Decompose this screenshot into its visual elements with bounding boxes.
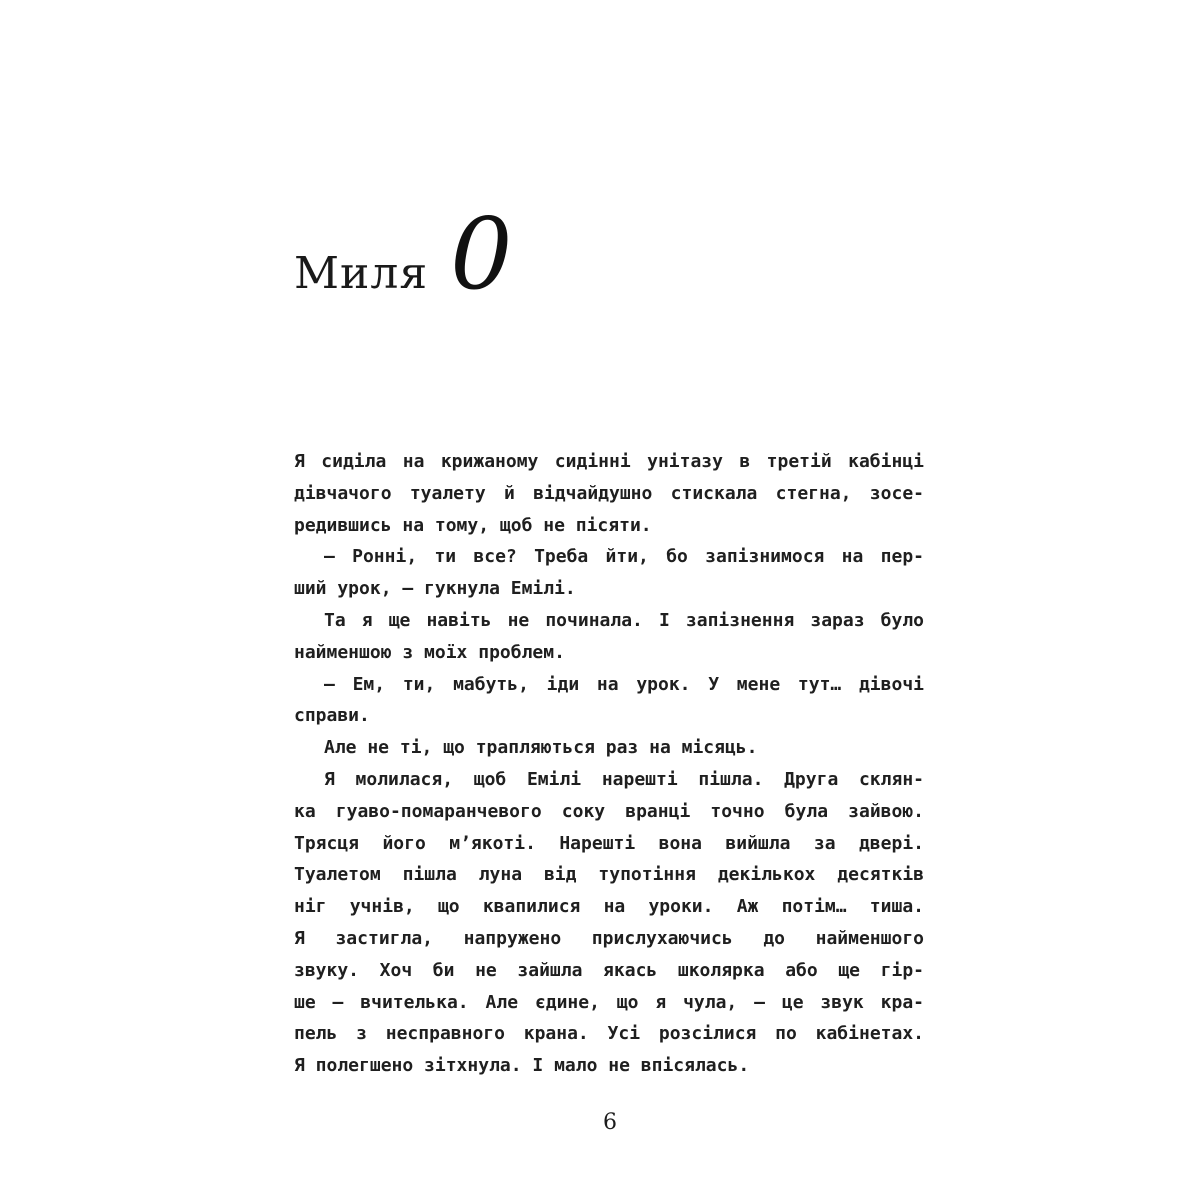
text-line: справи.: [294, 705, 370, 727]
chapter-title: Миля: [294, 248, 429, 299]
text-line: ніг учнів, що квапилися на уроки. Аж потім… тиша.: [294, 896, 924, 918]
text-line: пель з несправного крана. Усі розсілися по кабінетах.: [294, 1023, 924, 1045]
text-line: дівчачого туалету й відчайдушно стискала стегна, зосе-: [294, 482, 924, 504]
text-line: ший урок, — гукнула Емілі.: [294, 578, 576, 600]
chapter-heading: [294, 198, 513, 312]
text-line: Я полегшено зітхнула. І мало не впісялась.: [294, 1055, 750, 1077]
text-line: Трясця його м’якоті. Нарешті вона вийшла за двері.: [294, 832, 924, 854]
chapter-number: 0: [450, 198, 513, 312]
text-line: Я молилася, щоб Емілі нарешті пішла. Друга склян-: [324, 768, 924, 790]
text-line: звуку. Хоч би не зайшла якась школярка або ще гір-: [294, 959, 924, 981]
text-line: Та я ще навіть не починала. І запізнення зараз було: [324, 609, 924, 631]
page-number: 6: [603, 1110, 617, 1135]
text-line: ше — вчителька. Але єдине, що я чула, — це звук кра-: [294, 991, 924, 1013]
text-line: Але не ті, що трапляються раз на місяць.: [324, 737, 758, 759]
text-line: Я застигла, напружено прислухаючись до найменшого: [294, 927, 924, 949]
text-line: — Ронні, ти все? Треба йти, бо запізнимося на пер-: [324, 546, 924, 568]
text-line: Туалетом пішла луна від тупотіння декількох десятків: [294, 864, 924, 886]
text-line: ка гуаво-помаранчевого соку вранці точно була зайвою.: [294, 800, 924, 822]
text-line: найменшою з моїх проблем.: [294, 641, 565, 663]
text-line: — Ем, ти, мабуть, іди на урок. У мене тут… дівочі: [324, 673, 924, 695]
text-line: Я сиділа на крижаному сидінні унітазу в третій кабінці: [294, 451, 924, 472]
body-text: [294, 446, 924, 1082]
text-line: редившись на тому, щоб не пісяти.: [294, 514, 652, 536]
